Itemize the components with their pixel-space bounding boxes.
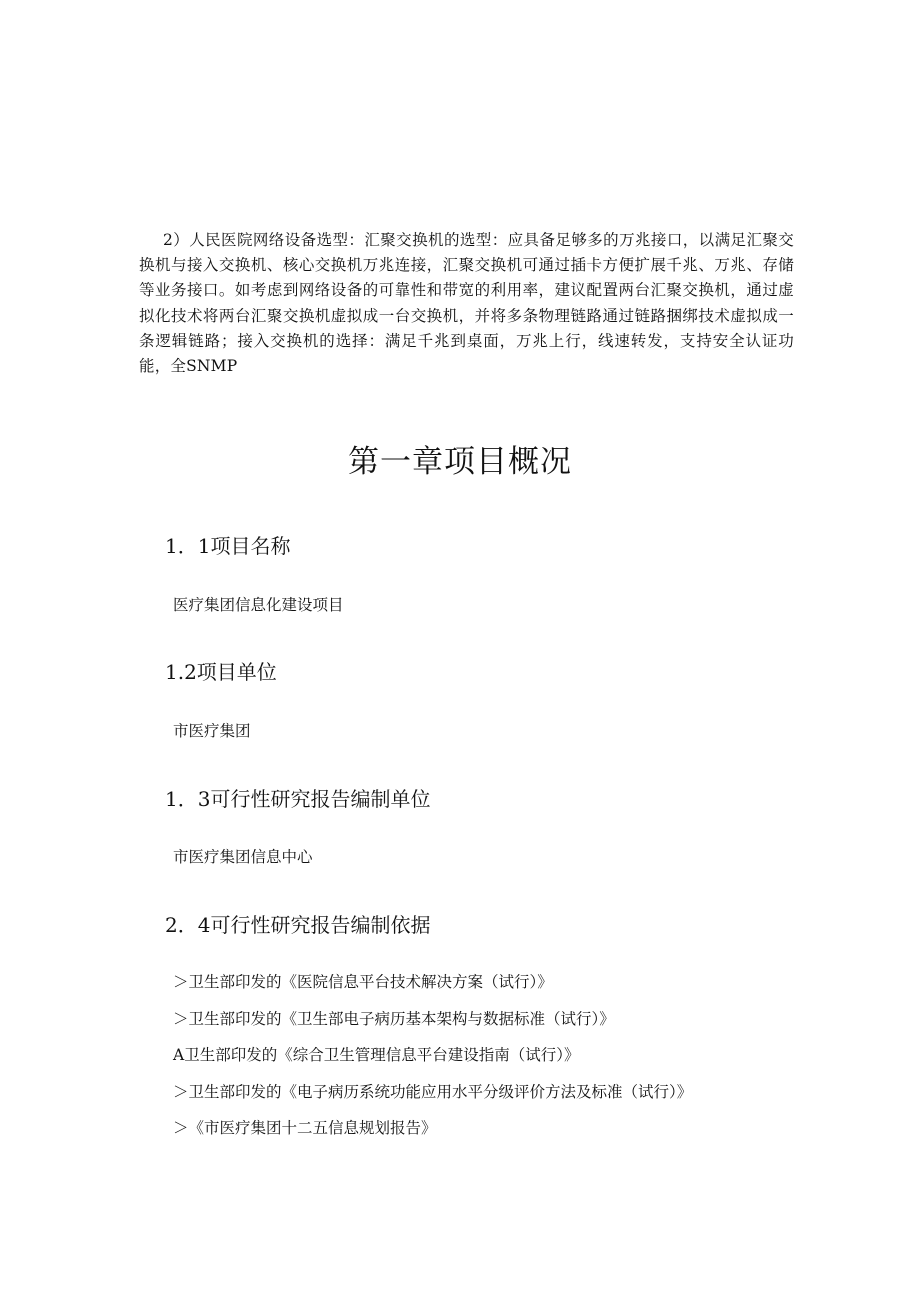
section-heading-report-author: 1．3可行性研究报告编制单位: [165, 787, 431, 811]
basis-list: [173, 970, 692, 1153]
intro-paragraph: 2）人民医院网络设备选型：汇聚交换机的选型：应具备足够多的万兆接口，以满足汇聚交换机与接入交换机、核心交换机万兆连接，汇聚交换机可通过插卡方便扩展千兆、万兆、存储等业务接口。如考虑到网络设备的可靠性和带宽的利用率，建议配置两台汇聚交换机，通过虚拟化技术将两台汇聚交换机虚拟成一台交换机，并将多条物理链路通过链路捆绑技术虚拟成一条逻辑链路；接入交换机的选择：满足千兆到桌面，万兆上行，线速转发，支持安全认证功能，全SNMP: [139, 231, 794, 376]
section-heading-report-basis: 2．4可行性研究报告编制依据: [165, 913, 431, 937]
basis-item: ＞卫生部印发的《医院信息平台技术解决方案（试行）》: [173, 973, 553, 991]
chapter-title: 第一章项目概况: [348, 444, 572, 480]
report-author-value: 市医疗集团信息中心: [173, 848, 313, 866]
project-unit-value: 市医疗集团: [173, 722, 251, 740]
basis-item: A卫生部印发的《综合卫生管理信息平台建设指南（试行）》: [173, 1046, 580, 1065]
section-heading-project-name: 1．1项目名称: [165, 534, 291, 558]
section-heading-project-unit: 1.2项目单位: [165, 660, 277, 684]
project-name-value: 医疗集团信息化建设项目: [173, 596, 344, 614]
basis-item: ＞《市医疗集团十二五信息规划报告》: [173, 1119, 437, 1138]
basis-item: ＞卫生部印发的《卫生部电子病历基本架构与数据标准（试行）》: [173, 1009, 615, 1028]
basis-item: ＞卫生部印发的《电子病历系统功能应用水平分级评价方法及标准（试行）》: [173, 1082, 693, 1101]
